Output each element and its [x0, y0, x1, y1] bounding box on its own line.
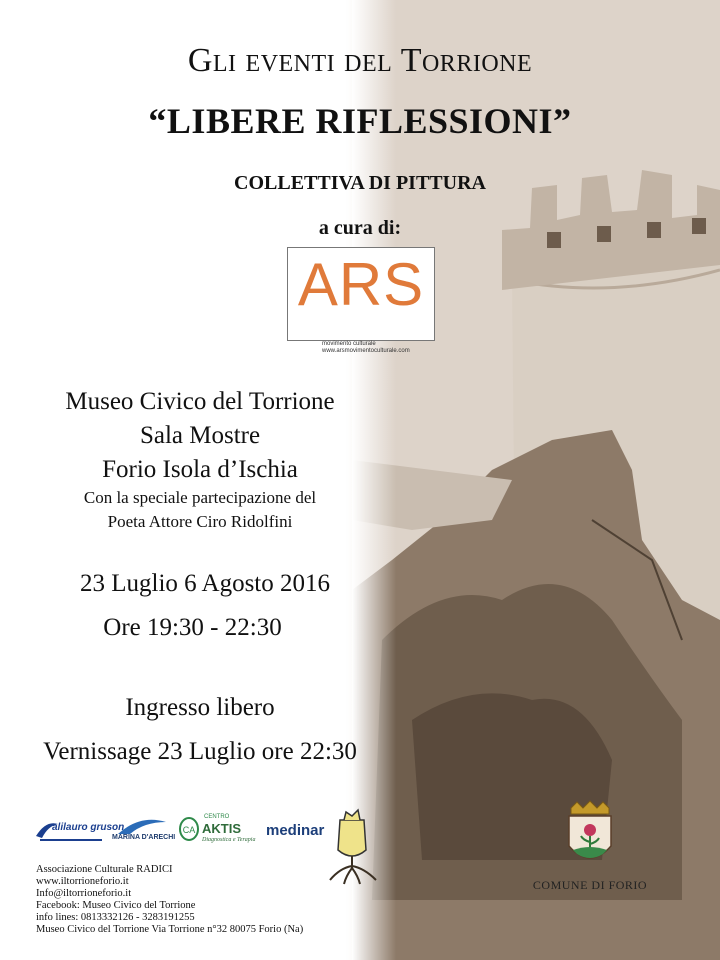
aktis-logo-tagline: Diagnostica e Terapia — [202, 837, 256, 843]
special-participation-line2: Poeta Attore Ciro Ridolfini — [107, 512, 293, 531]
series-title: Gli eventi del Torrione — [187, 42, 533, 79]
aktis-logo-top: CENTRO — [204, 814, 230, 820]
ars-logo-website: www.arsmovimentoculturale.com — [322, 348, 410, 354]
contact-address: Museo Civico del Torrione Via Torrione n°32 80075 Forio (Na) — [36, 924, 304, 935]
contact-association: Associazione Culturale RADICI — [36, 864, 173, 875]
radici-emblem — [322, 806, 382, 886]
tower-photo — [352, 0, 720, 960]
venue-room: Sala Mostre — [139, 422, 261, 449]
tree-roots-icon — [322, 806, 382, 886]
curated-by-label: a cura di: — [318, 217, 402, 239]
medinar-logo-text: medinar — [266, 822, 325, 839]
event-title: “LIBERE RIFLESSIONI” — [148, 101, 572, 141]
special-participation-line1: Con la speciale partecipazione del — [83, 488, 317, 507]
entry-info: Ingresso libero — [125, 694, 275, 721]
aktis-emblem-icon — [178, 816, 200, 842]
svg-text:CA: CA — [182, 825, 196, 835]
alilauro-logo-text: alilauro gruson — [52, 822, 125, 833]
marina-logo-text: MARINA D'ARECHI — [112, 834, 176, 841]
coat-of-arms-icon — [563, 800, 617, 872]
vernissage-info: Vernissage 23 Luglio ore 22:30 — [43, 738, 357, 765]
medinar-logo — [266, 822, 326, 842]
event-subtitle: COLLETTIVA DI PITTURA — [234, 172, 486, 194]
event-dates: 23 Luglio 6 Agosto 2016 — [79, 570, 330, 597]
event-hours: Ore 19:30 - 22:30 — [103, 614, 282, 641]
ars-logo-caption: movimento culturale — [322, 341, 376, 347]
marina-darechi-logo — [110, 812, 174, 848]
alilauro-logo — [34, 814, 125, 844]
ars-logo-text: ARS — [297, 251, 425, 318]
contact-email: Info@iltorrioneforio.it — [36, 888, 132, 899]
comune-coat-of-arms — [563, 800, 617, 872]
aktis-logo-name: AKTIS — [202, 821, 241, 836]
aktis-logo — [178, 812, 260, 850]
comune-label: COMUNE DI FORIO — [532, 878, 648, 892]
contact-phone: info lines: 0813332126 - 3283191255 — [36, 912, 195, 923]
contact-facebook: Facebook: Museo Civico del Torrione — [36, 900, 196, 911]
venue-name: Museo Civico del Torrione — [65, 388, 335, 415]
contact-website: www.iltorrioneforio.it — [36, 876, 129, 887]
sail-icon — [110, 812, 174, 836]
ars-logo — [287, 247, 435, 341]
venue-location: Forio Isola d’Ischia — [102, 456, 298, 483]
